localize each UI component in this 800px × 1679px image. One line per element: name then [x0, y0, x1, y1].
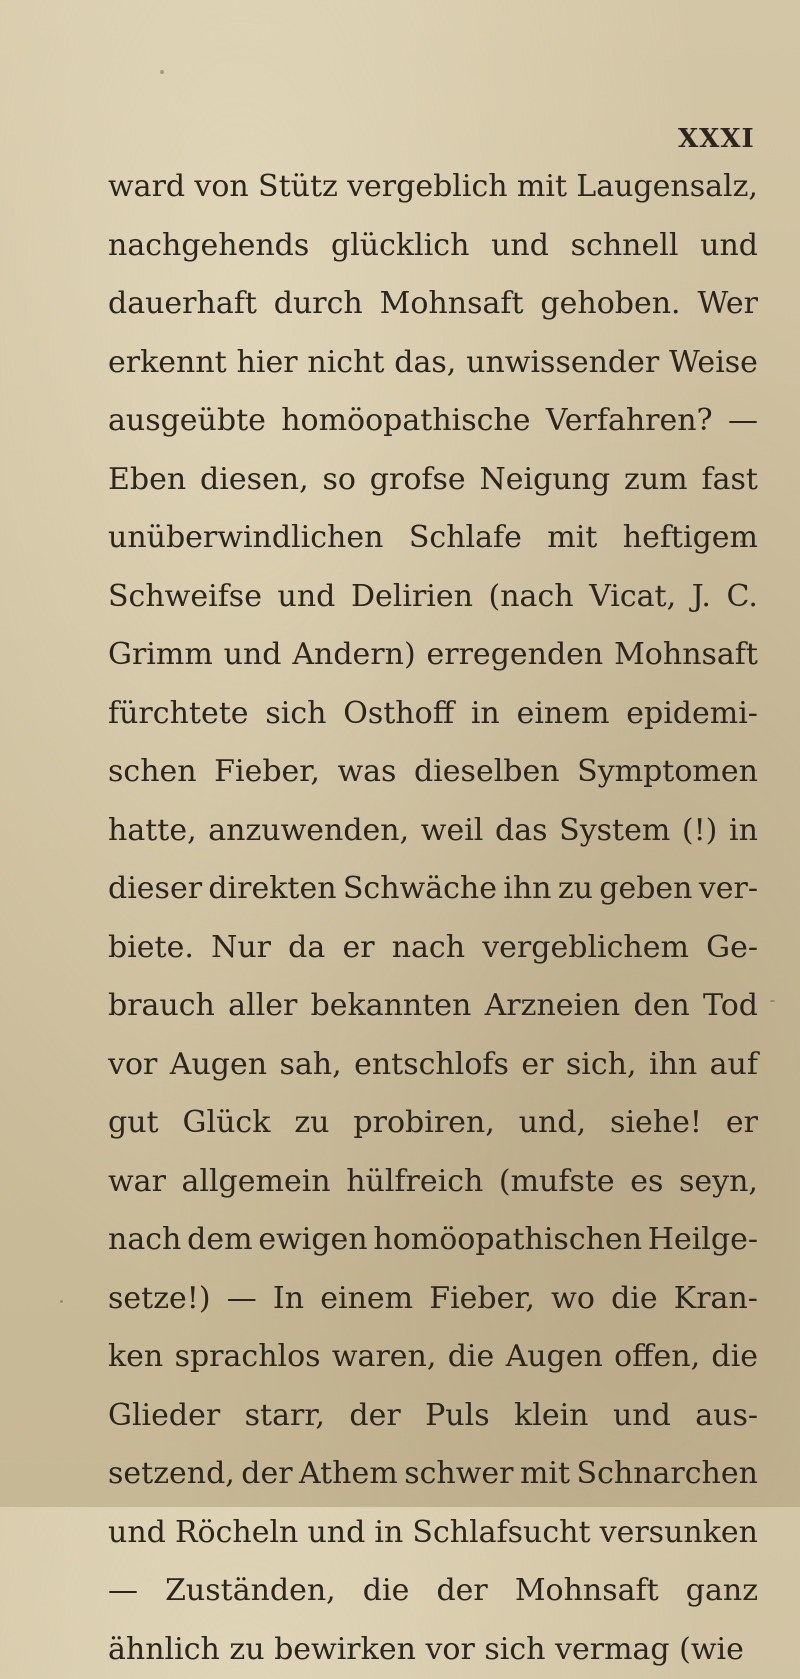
word: geben [599, 860, 692, 919]
paper-speck [60, 1300, 63, 1303]
word: mit [547, 509, 597, 568]
word: von [194, 158, 248, 217]
word: zum [624, 451, 688, 510]
word: in [729, 802, 758, 861]
word: (nach [489, 568, 574, 627]
word: Nur [211, 919, 271, 978]
word: der [241, 1445, 292, 1504]
word: war [108, 1153, 166, 1212]
word: — [108, 1562, 138, 1621]
word: Osthoff [343, 685, 454, 744]
text-line [108, 1445, 758, 1504]
word: das, [394, 334, 456, 393]
word: homöopathischen [373, 1211, 642, 1270]
word: vor [108, 1036, 157, 1095]
text-line [108, 977, 758, 1036]
page-number: XXXI [678, 124, 755, 154]
word: Tod [703, 977, 758, 1036]
word: der [436, 1562, 487, 1621]
word: Stütz [258, 158, 338, 217]
text-line [108, 626, 758, 685]
word: den [633, 977, 689, 1036]
word: zu [294, 1094, 329, 1153]
word: dieser [108, 860, 202, 919]
word: mit [517, 158, 567, 217]
word: unüberwindlichen [108, 509, 383, 568]
word: Schlafe [409, 509, 522, 568]
text-line [108, 1387, 758, 1446]
word: und [224, 626, 282, 685]
word: in [374, 1504, 403, 1563]
word: Röcheln [175, 1504, 298, 1563]
word: sich, [566, 1036, 637, 1095]
word: die [448, 1328, 495, 1387]
text-line [108, 217, 758, 276]
text-line [108, 1094, 758, 1153]
word: vermag [555, 1621, 670, 1679]
word: — [728, 392, 758, 451]
text-line [108, 860, 758, 919]
text-line [108, 1153, 758, 1212]
word: in [471, 685, 500, 744]
word: bewirken [274, 1621, 416, 1679]
word: hatte, [108, 802, 197, 861]
word: Symptomen [577, 743, 758, 802]
text-line [108, 451, 758, 510]
text-line [108, 568, 758, 627]
word: Augen [506, 1328, 603, 1387]
word: siehe! [610, 1094, 702, 1153]
word: ganz [686, 1562, 758, 1621]
word: offen, [614, 1328, 700, 1387]
word: Athem [299, 1445, 398, 1504]
body-text [108, 158, 758, 1679]
word: brauch [108, 977, 215, 1036]
word: nach [108, 1211, 181, 1270]
word: die [711, 1328, 758, 1387]
word: seyn, [679, 1153, 758, 1212]
word: nachgehends [108, 217, 309, 276]
word: — [227, 1270, 257, 1329]
word: dauerhaft [108, 275, 257, 334]
word: und, [519, 1094, 586, 1153]
word: Vicat, [589, 568, 676, 627]
word: und [700, 217, 758, 276]
word: der [349, 1387, 400, 1446]
word: glücklich [331, 217, 469, 276]
word: starr, [245, 1387, 325, 1446]
word: gehoben. [540, 275, 680, 334]
word: dem [187, 1211, 252, 1270]
text-line [108, 1211, 758, 1270]
word: dieselben [414, 743, 560, 802]
word: heftigem [623, 509, 758, 568]
word: Verfahren? [546, 392, 713, 451]
word: schwer [404, 1445, 513, 1504]
word: durch [274, 275, 363, 334]
word: er [342, 919, 374, 978]
word: Mohnsaft [380, 275, 524, 334]
word: fast [701, 451, 757, 510]
word: Mohnsaft [614, 626, 758, 685]
word: In [273, 1270, 304, 1329]
word: System [559, 802, 670, 861]
word: bekannten [311, 977, 472, 1036]
text-line [108, 1621, 758, 1679]
text-line [108, 1270, 758, 1329]
word: ward [108, 158, 185, 217]
word: Schweifse [108, 568, 262, 627]
text-line [108, 1328, 758, 1387]
word: Schnarchen [577, 1445, 758, 1504]
word: es [630, 1153, 663, 1212]
word: Schlafsucht [412, 1504, 590, 1563]
word: versunken [600, 1504, 758, 1563]
word: homöopathische [281, 392, 530, 451]
word: mit [520, 1445, 570, 1504]
word: wo [551, 1270, 595, 1329]
word: setzend, [108, 1445, 235, 1504]
word: Glieder [108, 1387, 220, 1446]
word: die [611, 1270, 658, 1329]
word: einem [517, 685, 610, 744]
word: ihn [503, 860, 551, 919]
text-line [108, 919, 758, 978]
word: entschlofs [354, 1036, 509, 1095]
word: ver- [699, 860, 758, 919]
word: einem [320, 1270, 413, 1329]
word: sich [484, 1621, 545, 1679]
word: waren, [332, 1328, 437, 1387]
word: hülfreich [346, 1153, 483, 1212]
word: so [322, 451, 355, 510]
word: Laugensalz, [576, 158, 758, 217]
text-line [108, 158, 758, 217]
word: allgemein [181, 1153, 330, 1212]
word: probiren, [353, 1094, 494, 1153]
word: unwissender [466, 334, 659, 393]
word: Eben [108, 451, 186, 510]
word: C. [727, 568, 758, 627]
word: vor [425, 1621, 474, 1679]
text-line [108, 334, 758, 393]
word: Glück [183, 1094, 271, 1153]
word: fürchtete [108, 685, 249, 744]
word: aller [228, 977, 297, 1036]
word: die [363, 1562, 410, 1621]
word: biete. [108, 919, 194, 978]
word: ausgeübte [108, 392, 266, 451]
word: direkten [208, 860, 336, 919]
word: Schwäche [343, 860, 497, 919]
word: Mohnsaft [515, 1562, 659, 1621]
text-line [108, 509, 758, 568]
text-line [108, 392, 758, 451]
text-line [108, 1504, 758, 1563]
word: und [613, 1387, 671, 1446]
word: weil [421, 802, 484, 861]
word: sprachlos [175, 1328, 321, 1387]
word: erkennt [108, 334, 227, 393]
word: Puls [425, 1387, 490, 1446]
word: hier [237, 334, 298, 393]
word: Augen [170, 1036, 267, 1095]
word: Delirien [351, 568, 473, 627]
word: ähnlich [108, 1621, 220, 1679]
paper-speck [740, 540, 743, 543]
word: Grimm [108, 626, 213, 685]
word: (!) [682, 802, 717, 861]
word: er [726, 1094, 758, 1153]
word: und [108, 1504, 166, 1563]
text-line [108, 802, 758, 861]
word: Wer [697, 275, 757, 334]
word: sich [265, 685, 326, 744]
paper-speck [160, 70, 164, 74]
word: (wie [679, 1621, 744, 1679]
word: Zuständen, [165, 1562, 336, 1621]
word: J. [692, 568, 711, 627]
word: anzuwenden, [208, 802, 409, 861]
word: Weise [669, 334, 758, 393]
word: grofse [370, 451, 466, 510]
word: aus- [695, 1387, 758, 1446]
word: setze!) [108, 1270, 211, 1329]
word: das [495, 802, 548, 861]
word: diesen, [200, 451, 309, 510]
word: und [307, 1504, 365, 1563]
word: klein [514, 1387, 588, 1446]
text-line [108, 685, 758, 744]
word: schen [108, 743, 197, 802]
word: ken [108, 1328, 163, 1387]
word: nicht [307, 334, 384, 393]
word: ewigen [258, 1211, 367, 1270]
word: Andern) [292, 626, 415, 685]
word: Heilge- [648, 1211, 758, 1270]
word: Fieber, [429, 1270, 535, 1329]
word: Neigung [480, 451, 611, 510]
word: Ge- [706, 919, 758, 978]
word: sah, [280, 1036, 342, 1095]
word: Arzneien [485, 977, 621, 1036]
word: schnell [571, 217, 679, 276]
text-line [108, 1562, 758, 1621]
word: Kran- [674, 1270, 758, 1329]
word: auf [710, 1036, 758, 1095]
word: was [337, 743, 396, 802]
paper-speck [770, 1000, 775, 1002]
word: und [491, 217, 549, 276]
word: vergeblich [347, 158, 508, 217]
text-line [108, 1036, 758, 1095]
text-line [108, 743, 758, 802]
word: erregenden [427, 626, 604, 685]
word: ihn [649, 1036, 697, 1095]
word: er [521, 1036, 553, 1095]
word: Fieber, [214, 743, 320, 802]
word: epidemi- [626, 685, 758, 744]
word: zu [229, 1621, 264, 1679]
word: vergeblichem [482, 919, 689, 978]
word: und [278, 568, 336, 627]
word: gut [108, 1094, 159, 1153]
word: da [288, 919, 325, 978]
word: (mufste [499, 1153, 615, 1212]
word: nach [392, 919, 465, 978]
word: zu [558, 860, 593, 919]
text-line [108, 275, 758, 334]
